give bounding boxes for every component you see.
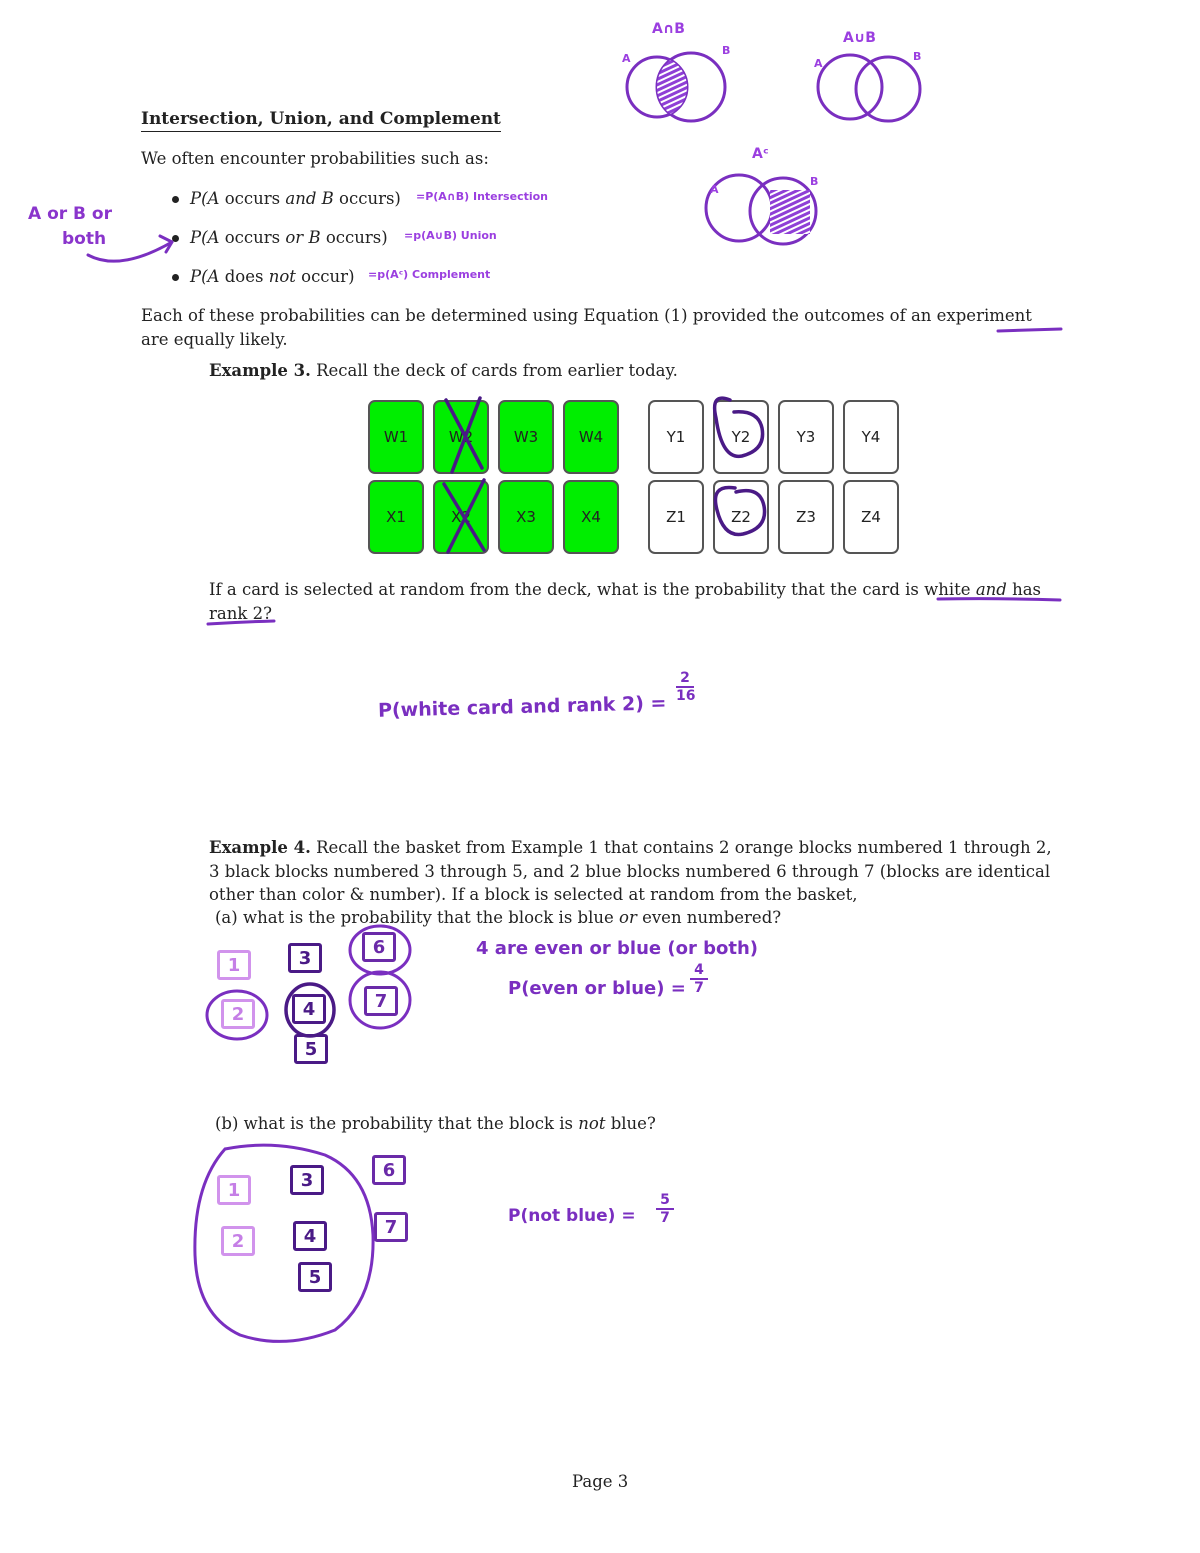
venn2-title: A∪B (843, 30, 876, 46)
example4a-fraction: 4 7 (690, 962, 708, 996)
blocks-b-circle (185, 1135, 395, 1355)
note-intersection: =P(A∩B) Intersection (416, 190, 549, 203)
venn3-label-b: B (810, 175, 819, 188)
card-z2: Z2 (713, 480, 769, 554)
card-y3: Y3 (778, 400, 834, 474)
card-y2: Y2 (713, 400, 769, 474)
example3-answer: P(white card and rank 2) = (377, 692, 667, 722)
venn2-label-b: B (913, 50, 922, 63)
bullet-intersection: P(A occurs and B occurs) (190, 189, 401, 208)
example3-heading: Example 3. Recall the deck of cards from earlier today. (209, 361, 678, 380)
block-5: 5 (294, 1034, 328, 1064)
venn1-label-b: B (722, 44, 731, 57)
note-both: both (62, 229, 107, 249)
venn3-label-a: A (710, 183, 719, 196)
block-7: 7 (364, 986, 398, 1016)
example4a-note-1: 4 are even or blue (or both) (476, 938, 759, 959)
venn3-title: Aᶜ (752, 146, 769, 162)
example4-question-b: (b) what is the probability that the block is not blue? (215, 1114, 656, 1133)
example3-question-line-2: rank 2? (209, 604, 272, 623)
intro-text: We often encounter probabilities such as: (141, 149, 489, 168)
underline-annotation (995, 323, 1065, 335)
block-3: 3 (288, 943, 322, 973)
example3-question-line-1: If a card is selected at random from the deck, what is the probability that the card is white and has (209, 580, 1042, 599)
bullet-dot (172, 274, 179, 281)
block-4: 4 (292, 994, 326, 1024)
note-a-or-b: A or B or (28, 204, 112, 224)
block-2: 2 (221, 999, 255, 1029)
card-x2: X2 (433, 480, 489, 554)
example3-answer-fraction: 2 16 (676, 670, 696, 704)
block-1: 1 (217, 1175, 251, 1205)
example4a-note-2: P(even or blue) = (508, 978, 686, 999)
block-1: 1 (217, 950, 251, 980)
venn1-title: A∩B (652, 21, 685, 37)
block-4: 4 (293, 1221, 327, 1251)
venn2-label-a: A (814, 57, 823, 70)
card-w2: W2 (433, 400, 489, 474)
card-x1: X1 (368, 480, 424, 554)
card-y1: Y1 (648, 400, 704, 474)
example4-line-1: Example 4. Recall the basket from Example 1 that contains 2 orange blocks numbered 1 through 2, (209, 838, 1052, 857)
page-number: Page 3 (572, 1472, 629, 1491)
question-underline (200, 596, 1080, 630)
venn1-label-a: A (622, 52, 631, 65)
bullet-complement: P(A does not occur) (190, 267, 355, 286)
card-z1: Z1 (648, 480, 704, 554)
block-2: 2 (221, 1226, 255, 1256)
card-w1: W1 (368, 400, 424, 474)
venn2-circle-a (818, 55, 882, 119)
example4-line-3: other than color & number). If a block is selected at random from the basket, (209, 885, 858, 904)
block-7: 7 (374, 1212, 408, 1242)
venn-diagrams (600, 10, 940, 250)
section-heading: Intersection, Union, and Complement (141, 108, 501, 132)
card-w4: W4 (563, 400, 619, 474)
block-6: 6 (372, 1155, 406, 1185)
card-y4: Y4 (843, 400, 899, 474)
block-6: 6 (362, 932, 396, 962)
example4b-fraction: 5 7 (656, 1192, 674, 1226)
card-z3: Z3 (778, 480, 834, 554)
card-x3: X3 (498, 480, 554, 554)
example4-line-2: 3 black blocks numbered 3 through 5, and 2 blue blocks numbered 6 through 7 (blocks are identical (209, 862, 1051, 881)
bullet-union: P(A occurs or B occurs) (190, 228, 388, 247)
venn2-circle-b (856, 57, 920, 121)
block-3: 3 (290, 1165, 324, 1195)
arrow-annotation (80, 230, 180, 270)
example4b-answer: P(not blue) = (508, 1206, 636, 1226)
card-z4: Z4 (843, 480, 899, 554)
paragraph-line-1: Each of these probabilities can be determined using Equation (1) provided the outcomes of an experiment (141, 306, 1032, 325)
bullet-dot (172, 196, 179, 203)
paragraph-line-2: are equally likely. (141, 330, 288, 349)
blocks-a-circles (200, 920, 420, 1050)
example4-question-a: (a) what is the probability that the block is blue or even numbered? (215, 908, 782, 927)
card-x4: X4 (563, 480, 619, 554)
note-union: =p(A∪B) Union (404, 229, 497, 242)
card-w3: W3 (498, 400, 554, 474)
note-complement: =p(Aᶜ) Complement (368, 268, 491, 281)
block-5: 5 (298, 1262, 332, 1292)
card-annotations (430, 388, 790, 563)
